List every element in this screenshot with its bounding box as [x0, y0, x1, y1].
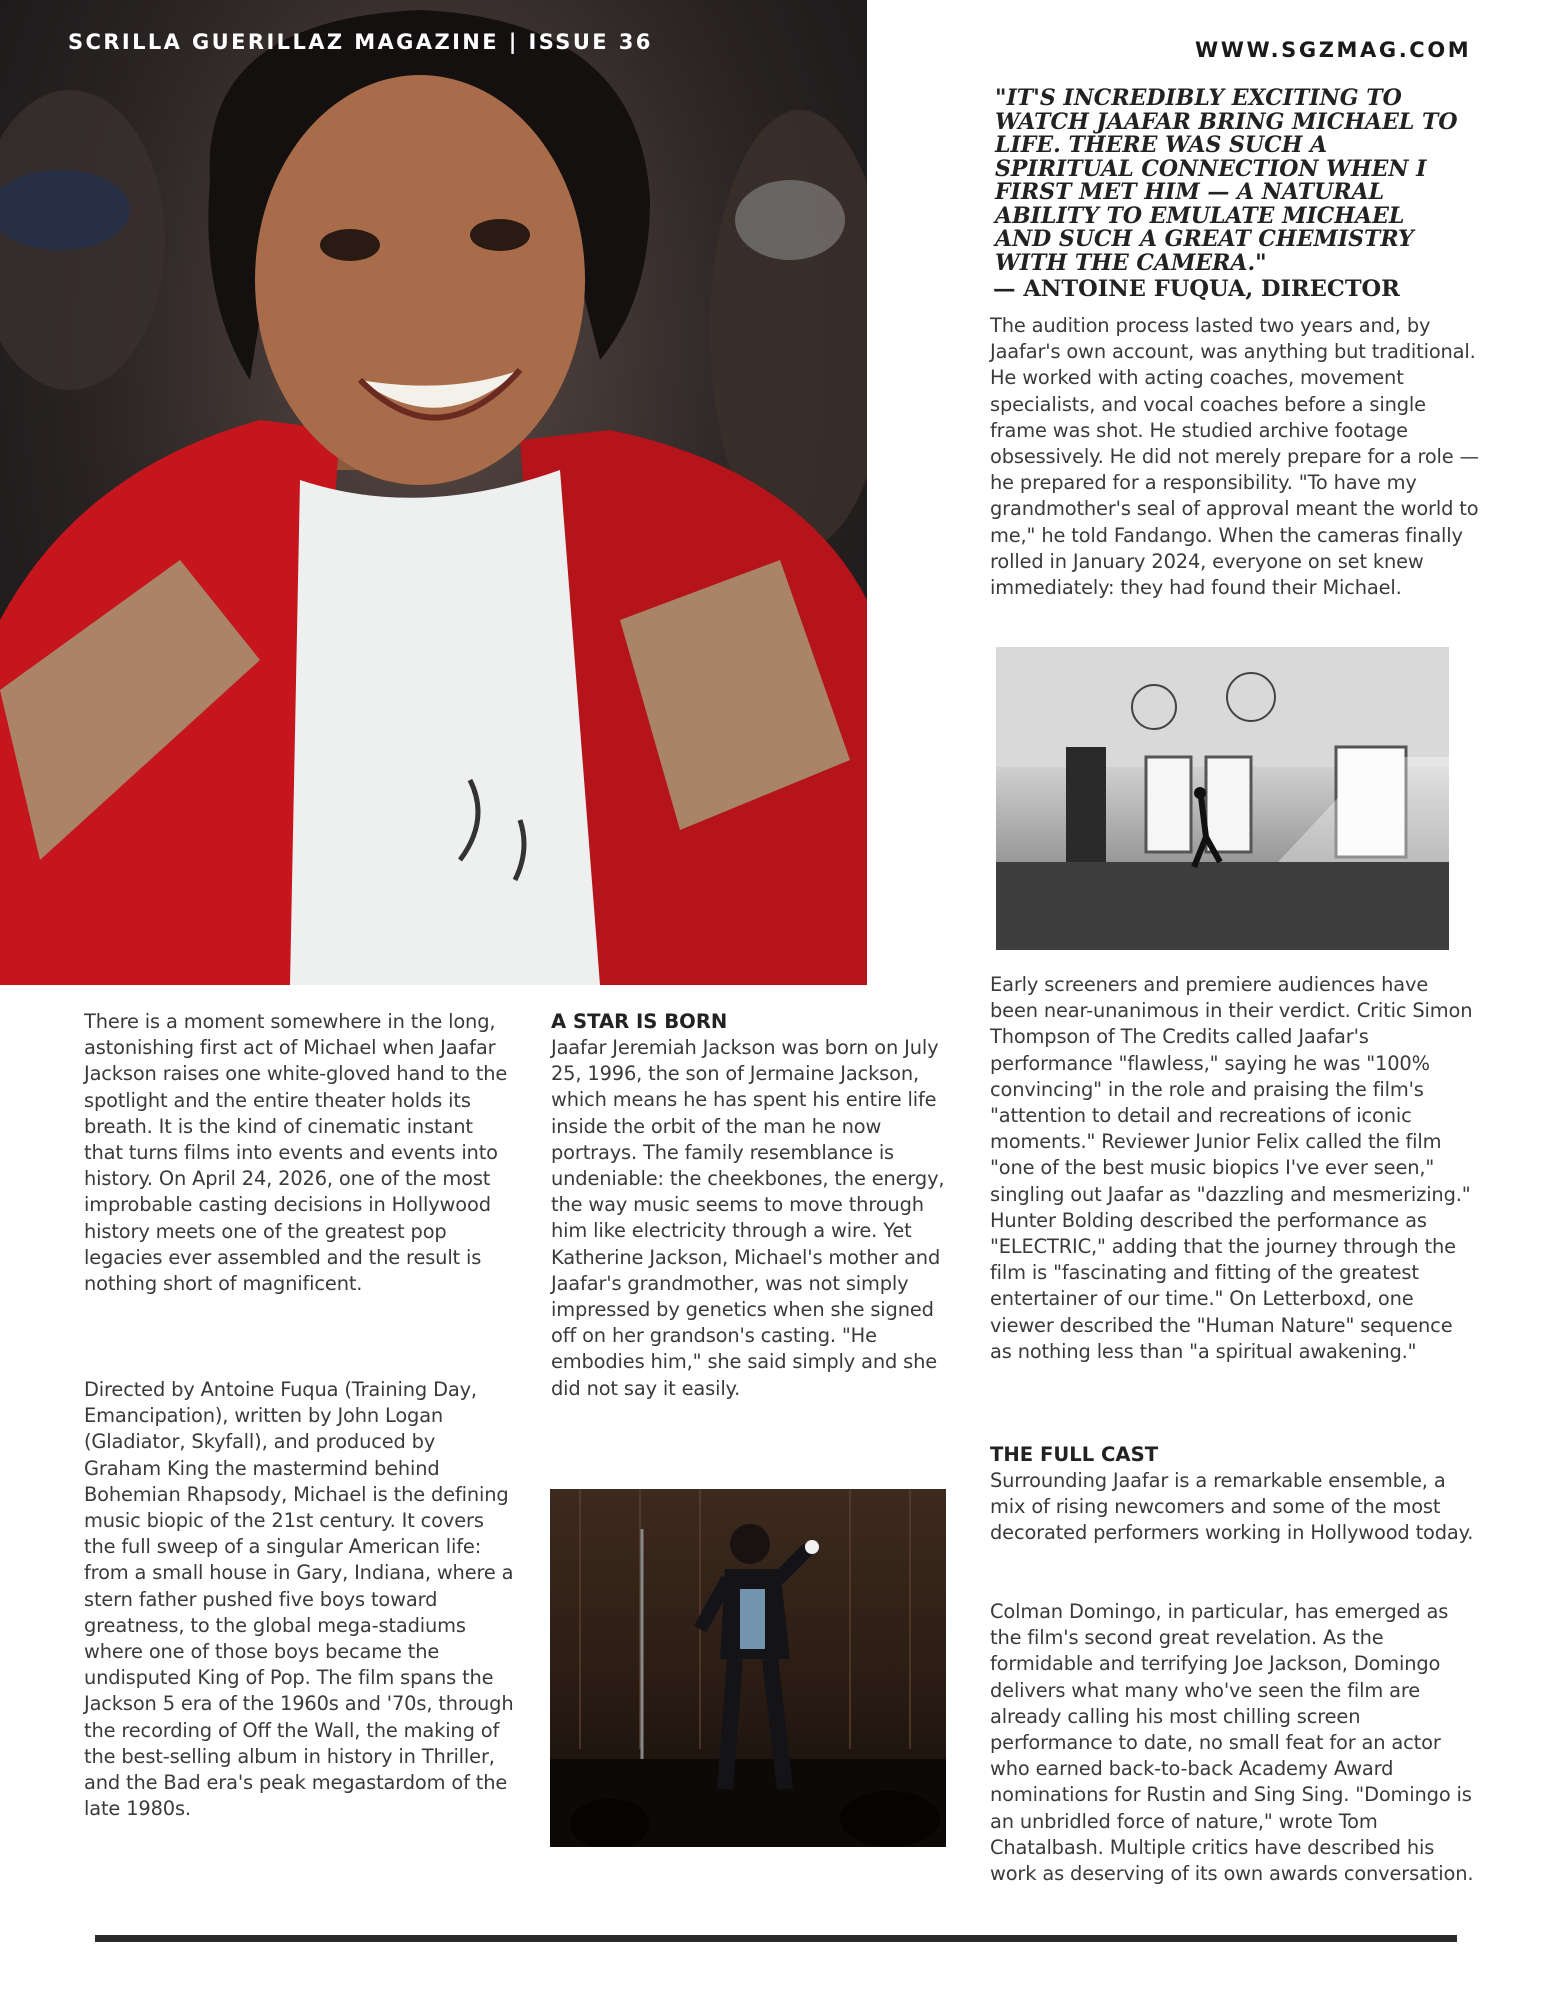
- article-paragraph: The audition process lasted two years and, by Jaafar's own account, was anything but traditional. He worked with acting coaches, movement specialists, and vocal coaches before a single frame was shot. He studied archive footage obsessively. He did not merely prepare for a role — he prepared for a responsibility. "To have my grandmother's seal of approval meant the world to me," he told Fandango. When the cameras finally rolled in January 2024, everyone on set knew immediately: they had found their Michael.: [990, 314, 1479, 600]
- section-heading: THE FULL CAST: [990, 1443, 1159, 1466]
- stage-performance-photo: [550, 1489, 946, 1847]
- dance-studio-illustration: [996, 647, 1449, 950]
- pull-quote: "IT'S INCREDIBLY EXCITING TO WATCH JAAFAR BRING MICHAEL TO LIFE. THERE WAS SUCH A SPIRITUAL CONNECTION WHEN I FIRST MET HIM — A NATURAL ABILITY TO EMULATE MICHAEL AND SUCH A GREAT CHEMISTRY WITH THE CAMERA.": [995, 85, 1458, 276]
- website-url[interactable]: WWW.SGZMAG.COM: [1195, 38, 1472, 62]
- article-paragraph: Early screeners and premiere audiences have been near-unanimous in their verdict. Critic Simon Thompson of The Credits called Jaafar's performance "flawless," saying he was "100% convincing" in the role and praising the film's "attention to detail and recreations of iconic moments." Reviewer Junior Felix called the film "one of the best music biopics I've ever seen," singling out Jaafar as "dazzling and mesmerizing." Hunter Bolding described the performance as "ELECTRIC," adding that the journey through the film is "fascinating and fitting of the greatest entertainer of our time." On Letterboxd, one viewer described the "Human Nature" sequence as nothing less than "a spiritual awakening.": [990, 973, 1473, 1363]
- magazine-issue-header: SCRILLA GUERILLAZ MAGAZINE | ISSUE 36: [68, 30, 653, 54]
- article-paragraph: Surrounding Jaafar is a remarkable ensemble, a mix of rising newcomers and some of the most decorated performers working in Hollywood today.: [990, 1469, 1474, 1545]
- dance-studio-photo: [996, 647, 1449, 950]
- hero-photo: [0, 0, 867, 985]
- article-paragraph: There is a moment somewhere in the long, astonishing first act of Michael when Jaafar Jackson raises one white-gloved hand to the spotlight and the entire theater holds its breath. It is the kind of cinematic instant that turns films into events and events into history. On April 24, 2026, one of the most improbable casting decisions in Hollywood history meets one of the greatest pop legacies ever assembled and the result is nothing short of magnificent.: [84, 1010, 508, 1296]
- hero-photo-illustration: [0, 0, 867, 985]
- section-heading: A STAR IS BORN: [551, 1010, 728, 1033]
- pull-quote-attribution: — ANTOINE FUQUA, DIRECTOR: [993, 276, 1400, 302]
- article-paragraph: Jaafar Jeremiah Jackson was born on July 25, 1996, the son of Jermaine Jackson, which means he has spent his entire life inside the orbit of the man he now portrays. The family resemblance is undeniable: the cheekbones, the energy, the way music seems to move through him like electricity through a wire. Yet Katherine Jackson, Michael's mother and Jaafar's grandmother, was not simply impressed by genetics when she signed off on her grandson's casting. "He embodies him," she said simply and she did not say it easily.: [551, 1036, 945, 1400]
- stage-performance-illustration: [550, 1489, 946, 1847]
- article-paragraph: Directed by Antoine Fuqua (Training Day, Emancipation), written by John Logan (Gladiator, Skyfall), and produced by Graham King the mastermind behind Bohemian Rhapsody, Michael is the defining music biopic of the 21st century. It covers the full sweep of a singular American life: from a small house in Gary, Indiana, where a stern father pushed five boys toward greatness, to the global mega-stadiums where one of those boys became the undisputed King of Pop. The film spans the Jackson 5 era of the 1960s and '70s, through the recording of Off the Wall, the making of the best-selling album in history in Thriller, and the Bad era's peak megastardom of the late 1980s.: [84, 1378, 514, 1821]
- article-paragraph: Colman Domingo, in particular, has emerged as the film's second great revelation. As the formidable and terrifying Joe Jackson, Domingo delivers what many who've seen the film are already calling his most chilling screen performance to date, no small feat for an actor who earned back-to-back Academy Award nominations for Rustin and Sing Sing. "Domingo is an unbridled force of nature," wrote Tom Chatalbash. Multiple critics have described his work as deserving of its own awards conversation.: [990, 1600, 1474, 1886]
- footer-divider: [95, 1935, 1457, 1942]
